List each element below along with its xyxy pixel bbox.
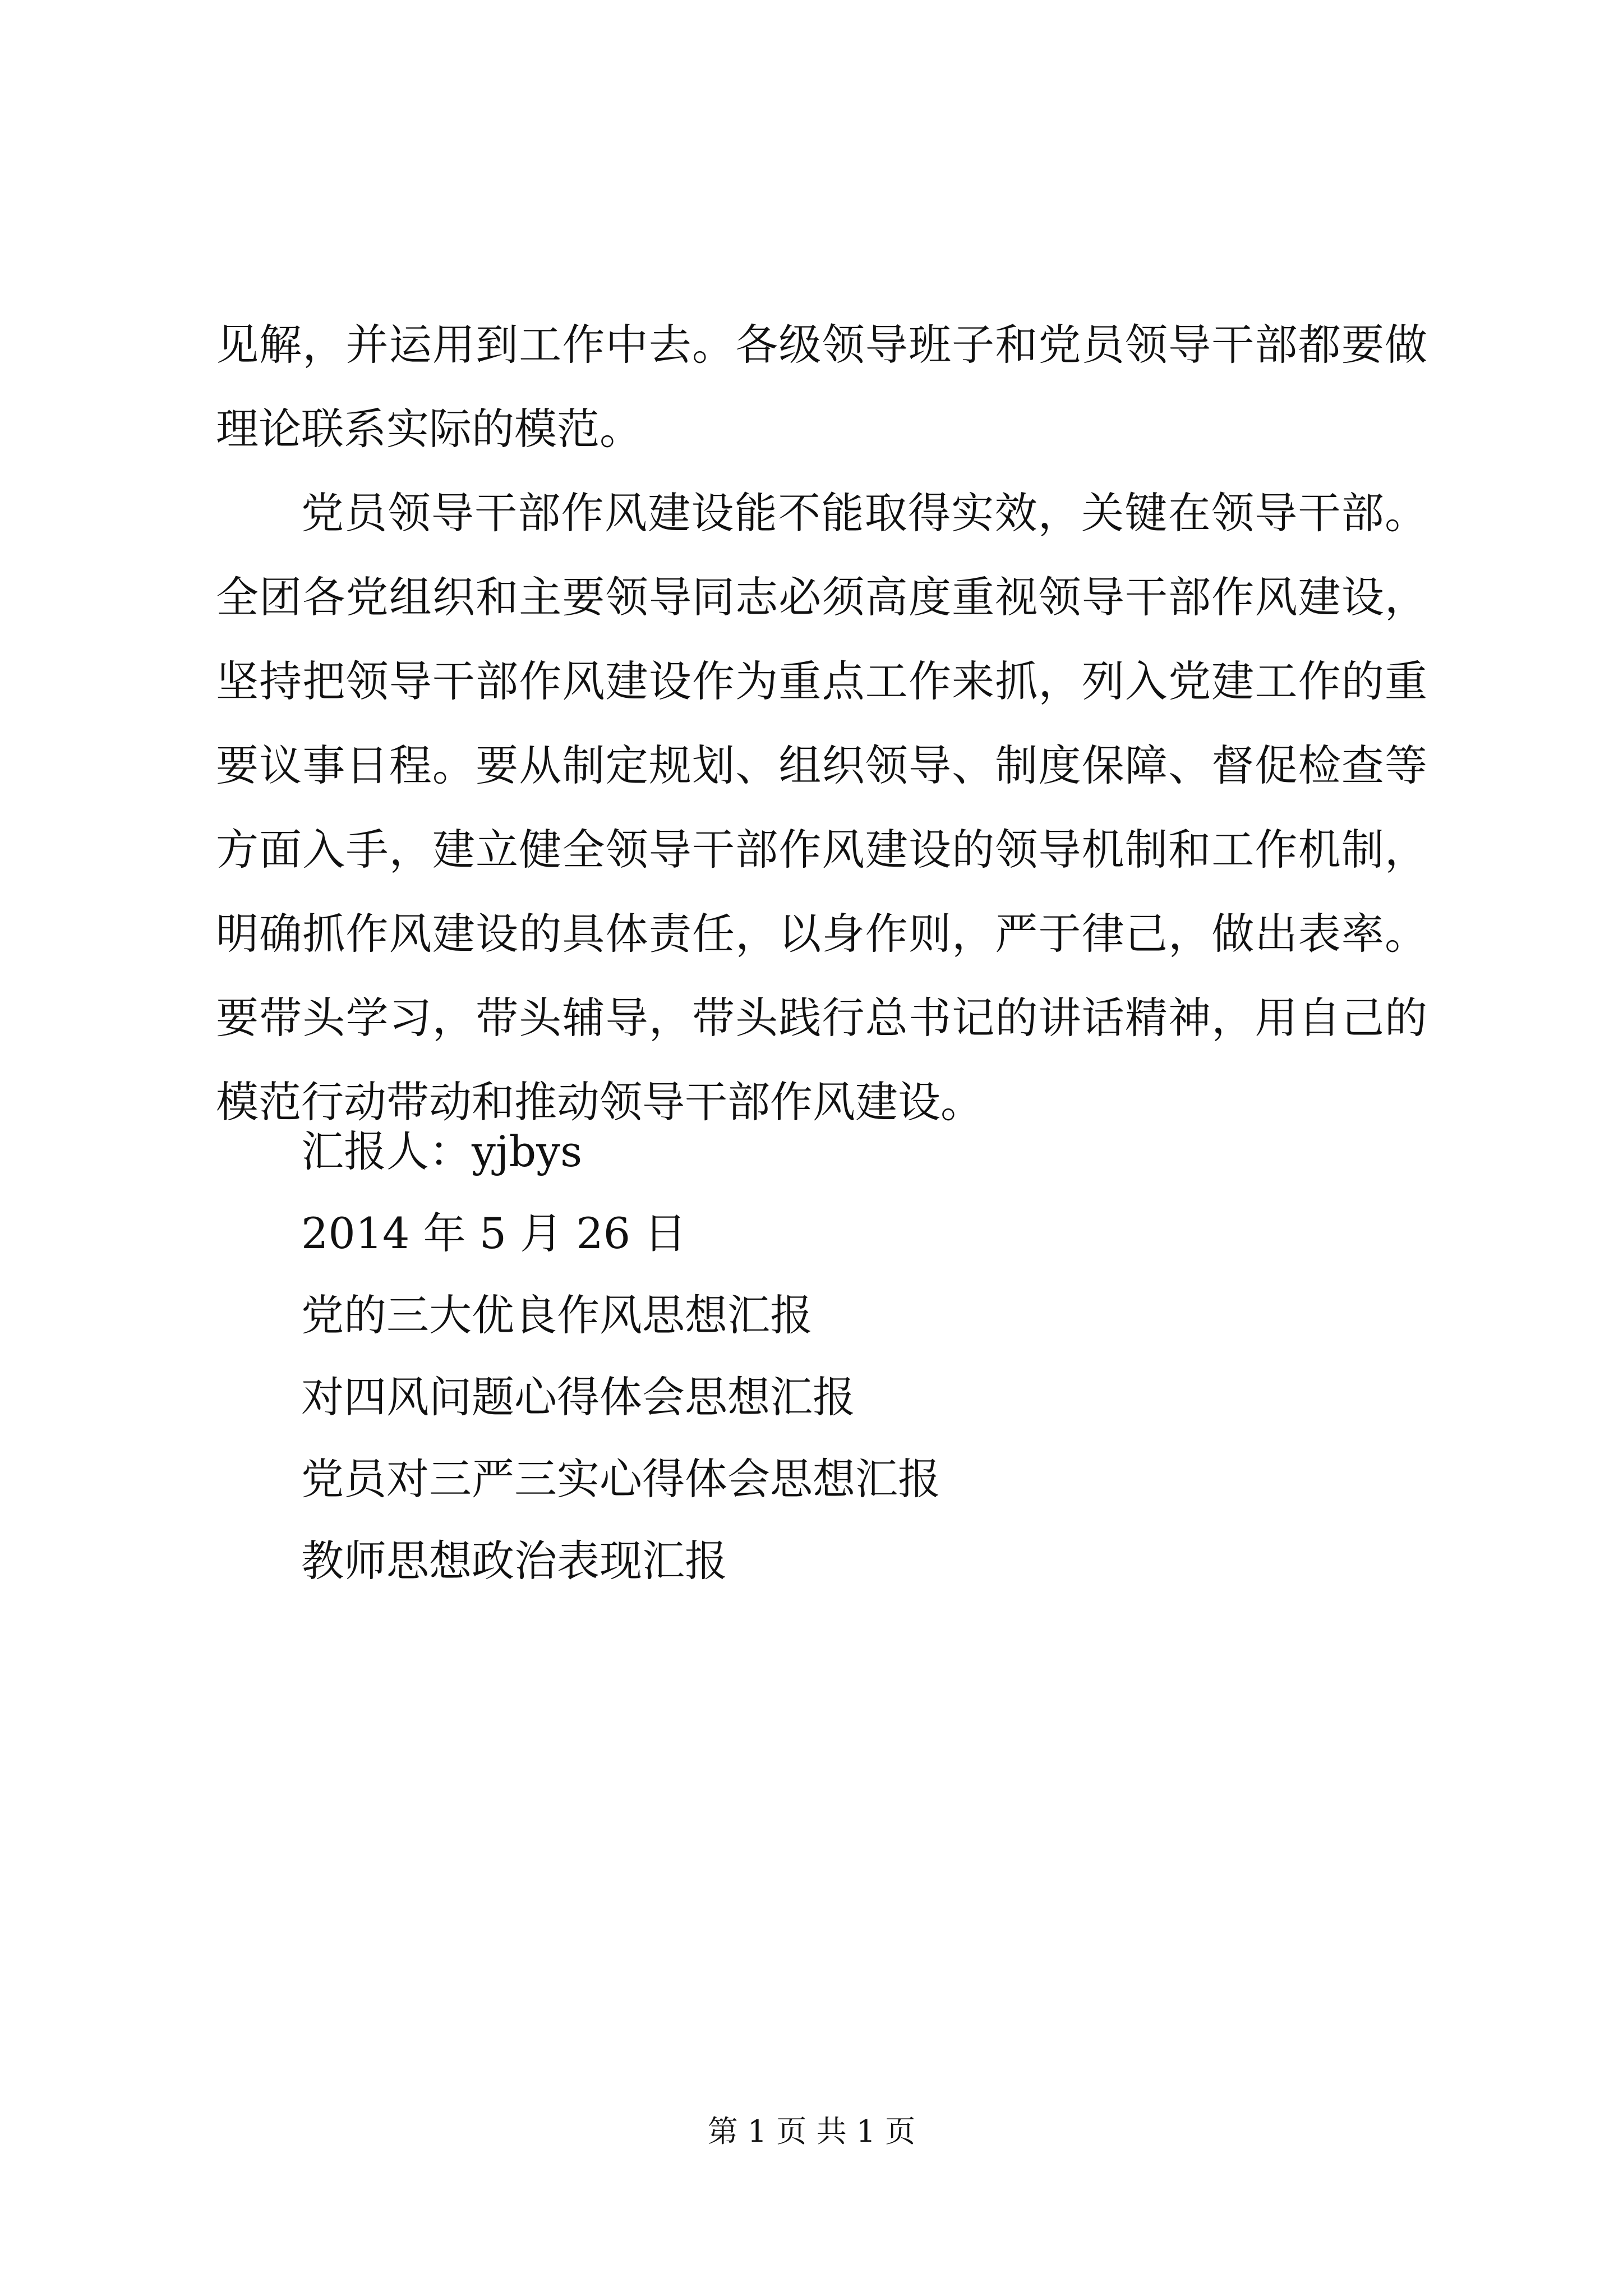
signature-block bbox=[301, 1111, 1423, 1602]
related-title: 党的三大优良作风思想汇报 bbox=[301, 1290, 813, 1340]
date-line: 2014 年 5 月 26 日 bbox=[301, 1208, 687, 1258]
paragraph-leadership-style: 党员领导干部作风建设能不能取得实效，关键在领导干部。全团各党组织和主要领导同志必须高度重视领导干部作风建设，坚持把领导干部作风建设作为重点工作来抓，列入党建工作的重要议事日程。要从制定规划、组织领导、制度保障、督促检查等方面入手，建立健全领导干部作风建设的领导机制和工作机制，明确抓作风建设的具体责任，以身作则，严于律己，做出表率。要带头学习，带头辅导，带头践行总书记的讲话精神，用自己的模范行动带动和推动领导干部作风建设。 bbox=[216, 488, 1427, 1127]
related-title: 对四风问题心得体会思想汇报 bbox=[301, 1372, 855, 1422]
document-body bbox=[216, 303, 1427, 1144]
related-title: 党员对三严三实心得体会思想汇报 bbox=[301, 1454, 940, 1504]
related-title: 教师思想政治表现汇报 bbox=[301, 1536, 727, 1586]
paragraph-continuation: 见解，并运用到工作中去。各级领导班子和党员领导干部都要做理论联系实际的模范。 bbox=[216, 320, 1427, 454]
page-footer: 第 1 页 共 1 页 bbox=[707, 2114, 916, 2149]
reporter-line: 汇报人：yjbys bbox=[301, 1126, 583, 1176]
